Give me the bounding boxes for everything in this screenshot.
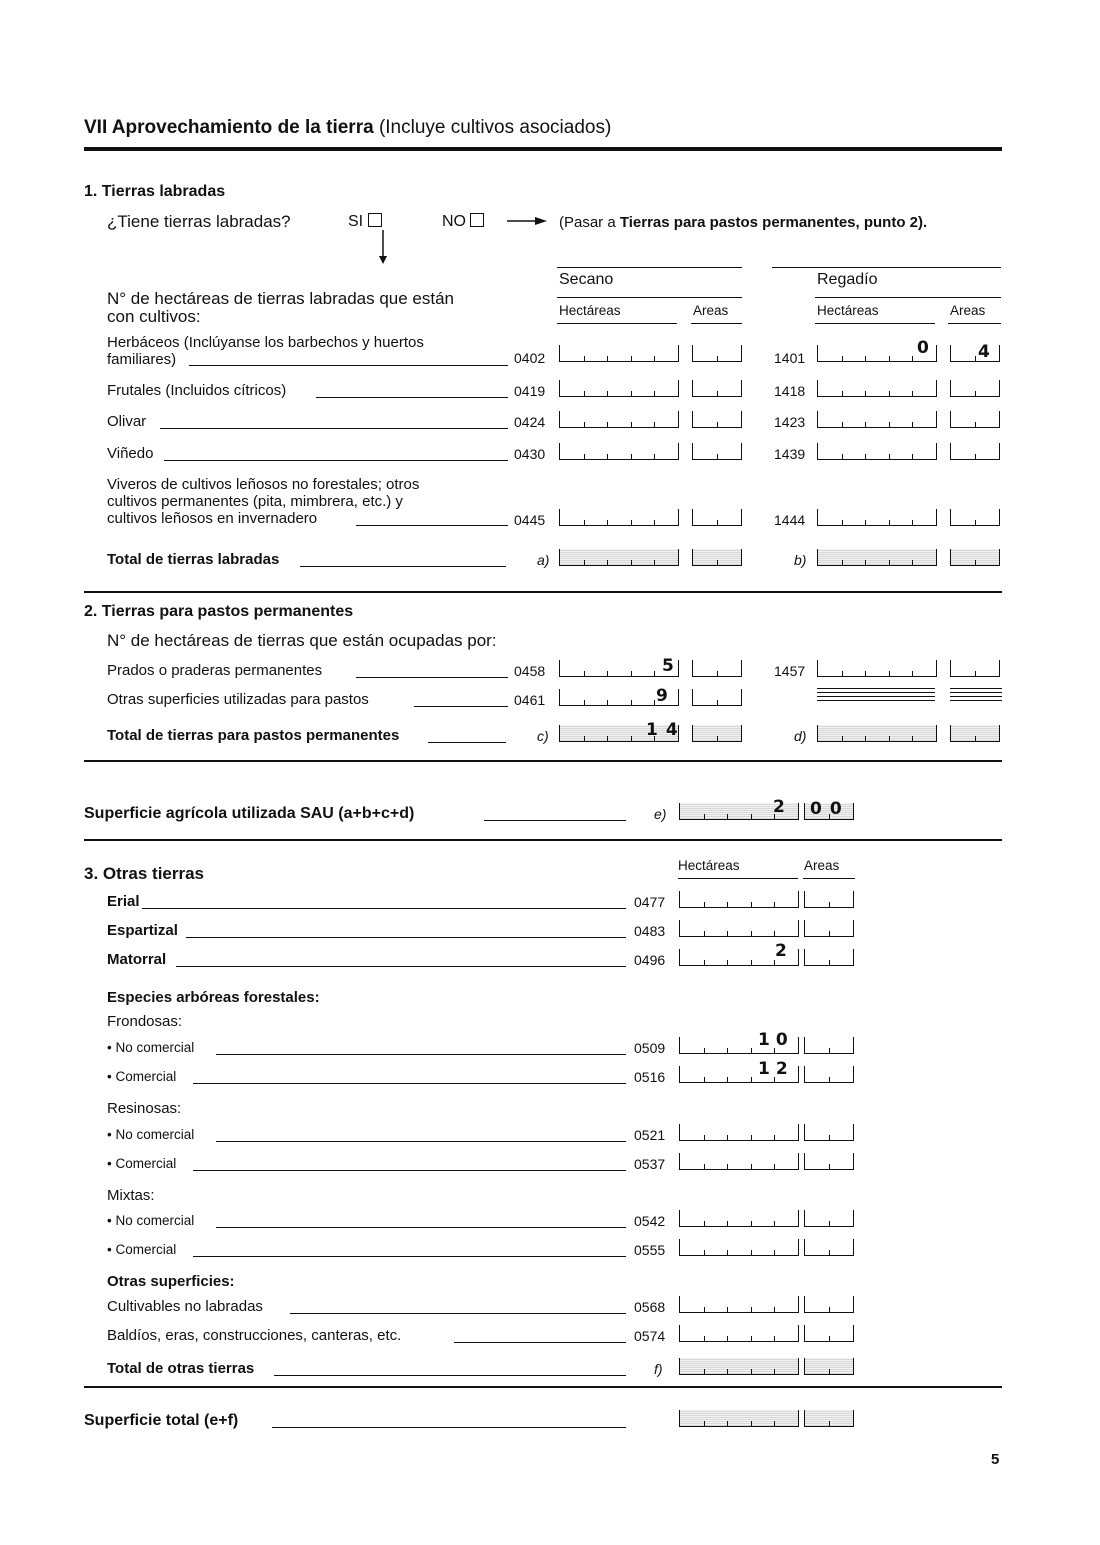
pasar-note: (Pasar a Tierras para pastos permanentes, punto 2). [559, 214, 928, 231]
resinosas-label: Resinosas: [107, 1100, 182, 1117]
field-1401-areas-box[interactable] [950, 345, 1000, 362]
code-1439: 1439 [774, 446, 806, 462]
especies-label: Especies arbóreas forestales: [107, 989, 320, 1006]
leader-line [484, 820, 626, 821]
code-0458: 0458 [514, 663, 546, 679]
total-d-letter: d) [794, 728, 807, 744]
s3-title: 3. Otras tierras [84, 864, 205, 883]
s1-question: ¿Tiene tierras labradas? [107, 212, 291, 231]
field-0574-areas-box[interactable] [804, 1325, 854, 1342]
field-1439-hectareas-box[interactable] [817, 443, 937, 460]
s1-title: 1. Tierras labradas [84, 183, 226, 200]
row-vinedo-label: Viñedo [107, 445, 154, 462]
code-0574: 0574 [634, 1328, 666, 1344]
handwritten-1401-areas: 4 [978, 342, 990, 362]
mixtas-label: Mixtas: [107, 1187, 155, 1204]
handwritten-1401-ha: 0 [917, 338, 929, 358]
baldios-label: Baldíos, eras, construcciones, canteras, etc. [107, 1327, 402, 1344]
field-total-superficie-hectareas-box[interactable] [679, 1410, 799, 1427]
row-prados-label: Prados o praderas permanentes [107, 662, 323, 679]
leader-line [164, 460, 508, 461]
leader-line [186, 937, 626, 938]
regadio-areas-rule [948, 323, 1001, 324]
code-0555: 0555 [634, 1242, 666, 1258]
field-0483-hectareas-box[interactable] [679, 920, 799, 937]
code-0461: 0461 [514, 692, 546, 708]
field-1423-hectareas-box[interactable] [817, 411, 937, 428]
s3-hect-rule [678, 878, 798, 879]
code-1423: 1423 [774, 414, 806, 430]
code-0424: 0424 [514, 414, 546, 430]
row-herbaceos-label: Herbáceos (Inclúyanse los barbechos y huertos familiares) [107, 334, 424, 368]
section-rule [84, 760, 1002, 762]
code-0430: 0430 [514, 446, 546, 462]
field-total-b-hectareas-box[interactable] [817, 549, 937, 566]
page-number: 5 [991, 1451, 1000, 1468]
field-0516-areas-box[interactable] [804, 1066, 854, 1083]
field-total-a-areas-box[interactable] [692, 549, 742, 566]
code-0402: 0402 [514, 350, 546, 366]
leader-line [142, 908, 626, 909]
leader-line [454, 1342, 626, 1343]
code-0419: 0419 [514, 383, 546, 399]
field-0542-hectareas-box[interactable] [679, 1210, 799, 1227]
field-0402-areas-box[interactable] [692, 345, 742, 362]
secano-areas-header: Areas [693, 303, 729, 318]
code-0445: 0445 [514, 512, 546, 528]
handwritten-total-c: 14 [646, 720, 686, 740]
code-0516: 0516 [634, 1069, 666, 1085]
cultivables-label: Cultivables no labradas [107, 1298, 263, 1315]
field-0419-areas-box[interactable] [692, 380, 742, 397]
field-0430-hectareas-box[interactable] [559, 443, 679, 460]
field-0402-hectareas-box[interactable] [559, 345, 679, 362]
field-0424-areas-box[interactable] [692, 411, 742, 428]
regadio-header: Regadío [817, 271, 878, 288]
handwritten-sau-ha: 2 [773, 797, 785, 817]
field-total-d-hectareas-box[interactable] [817, 725, 937, 742]
field-0509-areas-box[interactable] [804, 1037, 854, 1054]
field-0445-hectareas-box[interactable] [559, 509, 679, 526]
leader-line [414, 706, 508, 707]
fr-c-label: • Comercial [107, 1069, 177, 1084]
field-1457-hectareas-box[interactable] [817, 660, 937, 677]
total-b-letter: b) [794, 552, 807, 568]
row-frutales-label: Frutales (Incluidos cítricos) [107, 382, 287, 399]
field-1418-hectareas-box[interactable] [817, 380, 937, 397]
total-c-letter: c) [537, 728, 549, 744]
leader-line [300, 566, 506, 567]
field-0568-areas-box[interactable] [804, 1296, 854, 1313]
handwritten-sau-areas: 00 [810, 799, 850, 819]
mx-nc-label: • No comercial [107, 1213, 195, 1228]
row-olivar-label: Olivar [107, 413, 147, 430]
field-0521-hectareas-box[interactable] [679, 1124, 799, 1141]
mx-c-label: • Comercial [107, 1242, 177, 1257]
code-1444: 1444 [774, 512, 806, 528]
code-1401: 1401 [774, 350, 806, 366]
row-viveros-label: Viveros de cultivos leñosos no forestales; otros cultivos permanentes (pita, mimbrera, etc.) y cultivos leñosos en invernadero [107, 476, 420, 527]
regadio-areas-header: Areas [950, 303, 986, 318]
frondosas-label: Frondosas: [107, 1013, 183, 1030]
leader-line [290, 1313, 626, 1314]
leader-line [193, 1256, 626, 1257]
field-0555-areas-box[interactable] [804, 1239, 854, 1256]
section-title: VII Aprovechamiento de la tierra (Incluye cultivos asociados) [84, 117, 612, 138]
regadio-mid-rule [815, 297, 1001, 298]
field-1457-areas-box[interactable] [950, 660, 1000, 677]
leader-line [216, 1227, 626, 1228]
s3-areas-header: Areas [804, 858, 840, 873]
field-0574-hectareas-box[interactable] [679, 1325, 799, 1342]
code-0542: 0542 [634, 1213, 666, 1229]
otras-superficies-label: Otras superficies: [107, 1273, 235, 1290]
si-checkbox[interactable] [368, 213, 382, 227]
re-c-label: • Comercial [107, 1156, 177, 1171]
secano-mid-rule [557, 297, 742, 298]
regadio-hect-rule [815, 323, 935, 324]
field-0537-hectareas-box[interactable] [679, 1153, 799, 1170]
s3-hectareas-header: Hectáreas [678, 858, 740, 873]
field-0568-hectareas-box[interactable] [679, 1296, 799, 1313]
code-0483: 0483 [634, 923, 666, 939]
section-rule [84, 1386, 1002, 1388]
superficie-total-label: Superficie total (e+f) [84, 1412, 239, 1429]
field-0483-areas-box[interactable] [804, 920, 854, 937]
code-0521: 0521 [634, 1127, 666, 1143]
erial-label: Erial [107, 893, 140, 910]
field-total-a-hectareas-box[interactable] [559, 549, 679, 566]
code-0537: 0537 [634, 1156, 666, 1172]
s2-intro: N° de hectáreas de tierras que están ocupadas por: [107, 631, 497, 650]
field-0537-areas-box[interactable] [804, 1153, 854, 1170]
leader-line [189, 365, 508, 366]
si-option[interactable]: SI [348, 213, 382, 231]
field-0419-hectareas-box[interactable] [559, 380, 679, 397]
code-1457: 1457 [774, 663, 806, 679]
leader-line [216, 1141, 626, 1142]
s2-title: 2. Tierras para pastos permanentes [84, 603, 354, 620]
field-total-b-areas-box[interactable] [950, 549, 1000, 566]
no-option[interactable]: NO [442, 213, 484, 231]
re-nc-label: • No comercial [107, 1127, 195, 1142]
leader-line [356, 525, 508, 526]
field-1444-hectareas-box[interactable] [817, 509, 937, 526]
handwritten-0496-ha: 2 [775, 941, 787, 961]
handwritten-0516-ha: 12 [758, 1059, 794, 1079]
sau-label: Superficie agrícola utilizada SAU (a+b+c+d) [84, 805, 415, 822]
section-rule [84, 591, 1002, 593]
total-pastos-label: Total de tierras para pastos permanentes [107, 727, 400, 744]
s3-areas-rule [803, 878, 855, 879]
field-0430-areas-box[interactable] [692, 443, 742, 460]
field-1444-areas-box[interactable] [950, 509, 1000, 526]
section-rule [84, 839, 1002, 841]
leader-line [428, 742, 506, 743]
right-arrow-icon [505, 214, 549, 228]
field-total-superficie-areas-box[interactable] [804, 1410, 854, 1427]
row-otras-pastos-label: Otras superficies utilizadas para pastos [107, 691, 369, 708]
leader-line [176, 966, 626, 967]
espartizal-label: Espartizal [107, 922, 178, 939]
leader-line [272, 1427, 626, 1428]
leader-line [160, 428, 508, 429]
total-f-letter: f) [654, 1361, 663, 1377]
no-checkbox[interactable] [470, 213, 484, 227]
regadio-not-applicable-hect [817, 688, 935, 701]
code-0568: 0568 [634, 1299, 666, 1315]
field-total-d-areas-box[interactable] [950, 725, 1000, 742]
field-0445-areas-box[interactable] [692, 509, 742, 526]
sau-letter: e) [654, 806, 667, 822]
secano-hect-rule [557, 323, 677, 324]
leader-line [193, 1170, 626, 1171]
handwritten-0509-ha: 10 [758, 1030, 794, 1050]
field-1439-areas-box[interactable] [950, 443, 1000, 460]
field-total-c-areas-box[interactable] [692, 725, 742, 742]
total-a-letter: a) [537, 552, 550, 568]
field-0521-areas-box[interactable] [804, 1124, 854, 1141]
fr-nc-label: • No comercial [107, 1040, 195, 1055]
field-0477-hectareas-box[interactable] [679, 891, 799, 908]
leader-line [216, 1054, 626, 1055]
field-0496-areas-box[interactable] [804, 949, 854, 966]
secano-areas-rule [691, 323, 742, 324]
leader-line [193, 1083, 626, 1084]
secano-top-rule [557, 267, 742, 268]
code-1418: 1418 [774, 383, 806, 399]
down-arrow-icon [370, 228, 400, 268]
leader-line [316, 397, 508, 398]
field-0555-hectareas-box[interactable] [679, 1239, 799, 1256]
field-0458-areas-box[interactable] [692, 660, 742, 677]
field-1423-areas-box[interactable] [950, 411, 1000, 428]
field-0458-hectareas-box[interactable] [559, 660, 679, 677]
leader-line [356, 677, 508, 678]
field-0477-areas-box[interactable] [804, 891, 854, 908]
field-0461-areas-box[interactable] [692, 689, 742, 706]
leader-line [274, 1375, 626, 1376]
field-0542-areas-box[interactable] [804, 1210, 854, 1227]
code-0509: 0509 [634, 1040, 666, 1056]
field-total-f-areas-box[interactable] [804, 1358, 854, 1375]
s1-intro: N° de hectáreas de tierras labradas que están con cultivos: [107, 289, 455, 326]
handwritten-0461-ha: 9 [656, 686, 668, 706]
regadio-hectareas-header: Hectáreas [817, 303, 879, 318]
code-0496: 0496 [634, 952, 666, 968]
field-1418-areas-box[interactable] [950, 380, 1000, 397]
code-0477: 0477 [634, 894, 666, 910]
handwritten-0458-ha: 5 [662, 656, 674, 676]
header-rule [84, 147, 1002, 151]
secano-header: Secano [559, 271, 614, 288]
matorral-label: Matorral [107, 951, 167, 968]
total-otras-label: Total de otras tierras [107, 1360, 255, 1377]
regadio-not-applicable-areas [950, 688, 1002, 701]
field-total-f-hectareas-box[interactable] [679, 1358, 799, 1375]
field-0424-hectareas-box[interactable] [559, 411, 679, 428]
regadio-top-rule [772, 267, 1001, 268]
total-labradas-label: Total de tierras labradas [107, 551, 280, 568]
secano-hectareas-header: Hectáreas [559, 303, 621, 318]
